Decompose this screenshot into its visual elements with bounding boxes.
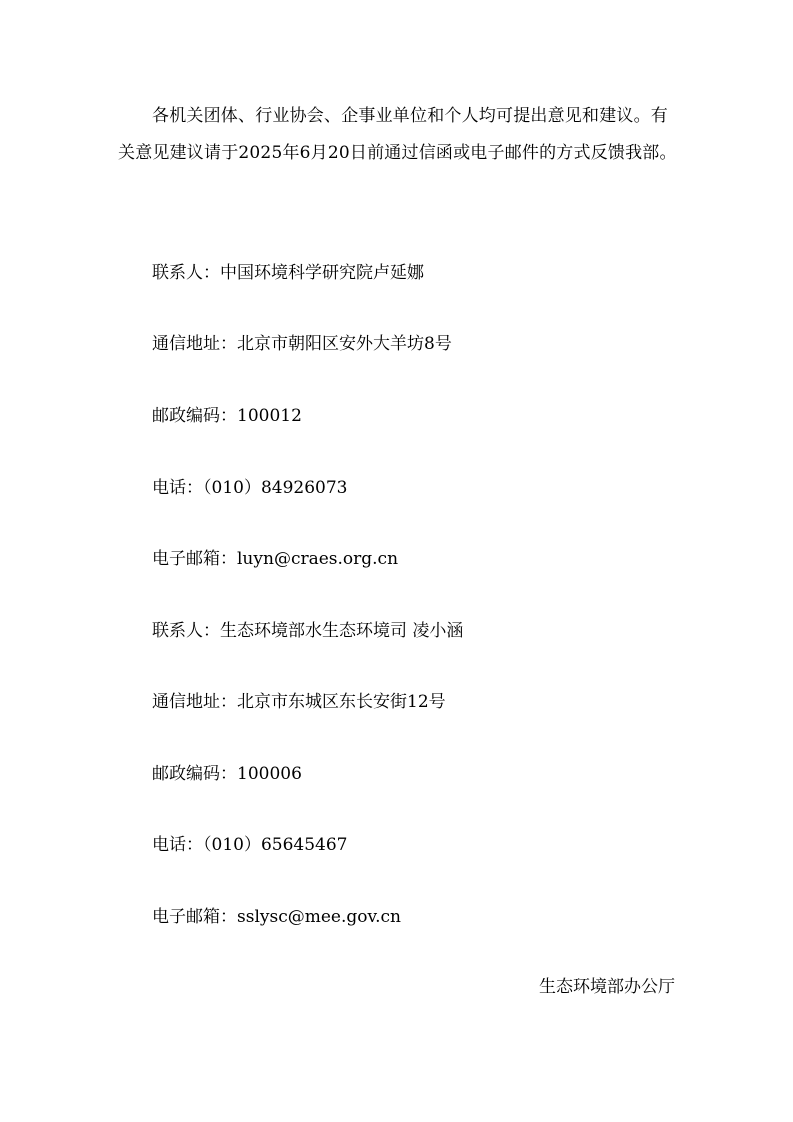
contact-2-email: 电子邮箱：sslysc@mee.gov.cn [152,907,401,927]
contact-2-address: 通信地址：北京市东城区东长安街12号 [152,692,446,712]
contact-2-person: 联系人：生态环境部水生态环境司 凌小涵 [152,621,464,641]
issuer-signature: 生态环境部办公厅 [539,977,675,997]
contact-1-postcode: 邮政编码：100012 [152,406,302,426]
contact-1-address: 通信地址：北京市朝阳区安外大羊坊8号 [152,334,452,354]
contact-2-postcode: 邮政编码：100006 [152,764,302,784]
intro-paragraph-block [118,98,678,172]
intro-paragraph: 各机关团体、行业协会、企事业单位和个人均可提出意见和建议。有关意见建议请于2025年6月20日前通过信函或电子邮件的方式反馈我部。 [118,106,677,163]
contact-1-person: 联系人：中国环境科学研究院卢延娜 [152,263,424,283]
contact-1-phone: 电话：（010）84926073 [152,478,348,498]
contact-1-email: 电子邮箱：luyn@craes.org.cn [152,549,399,569]
contact-2-phone: 电话：（010）65645467 [152,835,348,855]
